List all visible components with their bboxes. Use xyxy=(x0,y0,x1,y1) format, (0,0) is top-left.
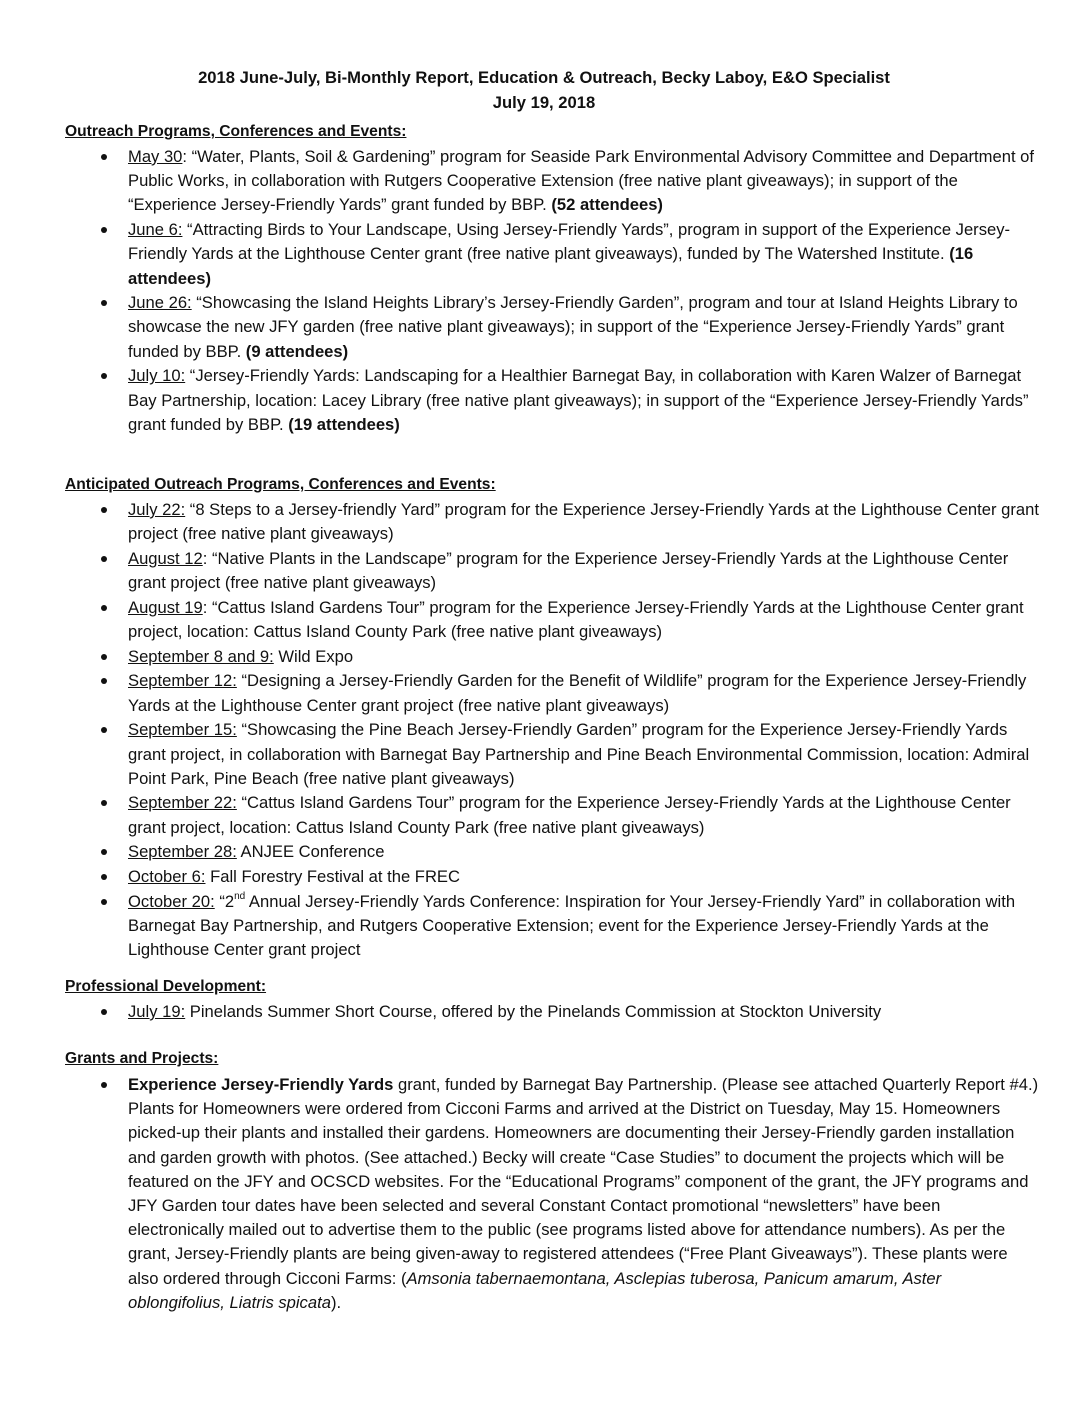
list-item xyxy=(65,791,1040,839)
item-date: September 22: xyxy=(128,793,237,813)
item-text: ANJEE Conference xyxy=(236,842,385,862)
bullet-icon xyxy=(101,227,107,233)
item-text: “Designing a Jersey-Friendly Garden for the Benefit of Wildlife” program for the Experience Jersey-Friendly Yards at the Lighthouse Center grant project (free native plant giveaways) xyxy=(128,671,1027,715)
anticipated-list xyxy=(65,498,1040,963)
bullet-icon xyxy=(101,154,107,160)
plant-species: Amsonia tabernaemontana, Asclepias tuberosa, Panicum amarum, Aster oblongifolius, Liatris spicata xyxy=(128,1268,942,1312)
list-item xyxy=(65,645,1040,669)
item-date: August 19 xyxy=(128,597,203,617)
bullet-icon xyxy=(101,678,107,684)
item-date: May 30 xyxy=(128,147,183,166)
bullet-icon xyxy=(101,605,107,611)
item-date: September 15: xyxy=(128,720,237,740)
item-date: October 6: xyxy=(128,867,206,887)
item-date-suffix: : xyxy=(202,548,208,568)
list-item xyxy=(65,364,1040,437)
list-item xyxy=(65,145,1040,218)
item-attendance: (19 attendees) xyxy=(288,414,400,434)
list-item xyxy=(65,596,1040,644)
report-date: July 19, 2018 xyxy=(492,93,596,112)
item-date: June 26: xyxy=(128,293,192,313)
item-date-suffix: : xyxy=(182,147,188,166)
list-item xyxy=(65,840,1040,864)
item-text: “Water, Plants, Soil & Gardening” program for Seaside Park Environmental Advisory Committee and Department of Public Works, in collaboration with Rutgers Cooperative Extension (free native plant giveaways); in support of the “Experience Jersey-Friendly Yards” grant funded by BBP. xyxy=(128,147,1035,215)
item-date: September 28: xyxy=(128,842,237,862)
bullet-icon xyxy=(101,507,107,513)
list-item xyxy=(65,291,1040,364)
item-date: October 20: xyxy=(128,891,215,911)
professional-list xyxy=(65,1000,1040,1025)
item-text: Fall Forestry Festival at the FREC xyxy=(205,867,460,887)
bullet-icon xyxy=(101,300,107,306)
list-item xyxy=(65,865,1040,889)
list-item xyxy=(65,547,1040,595)
item-attendance: (9 attendees) xyxy=(245,341,349,361)
item-text: “Showcasing the Pine Beach Jersey-Friendly Garden” program for the Experience Jersey-Friendly Yards grant project, in collaboration with Barnegat Bay Partnership and Pine Beach Environmental Commission, location: Admiral Point Park, Pine Beach (free native plant giveaways) xyxy=(128,720,1030,788)
outreach-heading: Outreach Programs, Conferences and Events: xyxy=(65,123,407,140)
item-date: September 8 and 9: xyxy=(128,646,274,666)
anticipated-heading: Anticipated Outreach Programs, Conferences and Events: xyxy=(65,476,496,493)
item-text: Pinelands Summer Short Course, offered by the Pinelands Commission at Stockton University xyxy=(185,1002,882,1021)
item-text: “Jersey-Friendly Yards: Landscaping for a Healthier Barnegat Bay, in collaboration with Karen Walzer of Barnegat Bay Partnership, location: Lacey Library (free native plant giveaways); in support of the “Experience Jersey-Friendly Yards” grant funded by BBP. xyxy=(128,366,1029,434)
grant-name: Experience Jersey-Friendly Yards xyxy=(128,1075,394,1094)
item-text: Annual Jersey-Friendly Yards Conference: Inspiration for Your Jersey-Friendly Yard” in collaboration with Barnegat Bay Partnership, and Rutgers Cooperative Extension; event for the Experience Jersey-Friendly Yards at the Lighthouse Center grant project xyxy=(128,891,1016,960)
bullet-icon xyxy=(101,1082,107,1088)
bullet-icon xyxy=(101,800,107,806)
list-item xyxy=(65,669,1040,717)
item-attendance: (52 attendees) xyxy=(551,195,663,215)
bullet-icon xyxy=(101,556,107,562)
item-text: “8 Steps to a Jersey-friendly Yard” program for the Experience Jersey-Friendly Yards at the Lighthouse Center grant project (free native plant giveaways) xyxy=(128,500,1039,544)
grant-text-end: ). xyxy=(330,1292,342,1312)
list-item xyxy=(65,218,1040,291)
bullet-icon xyxy=(101,727,107,733)
item-text: “Showcasing the Island Heights Library’s Jersey-Friendly Garden”, program and tour at Island Heights Library to showcase the new JFY garden (free native plant giveaways); in support of the “Experience Jersey-Friendly Yards” grant funded by BBP. xyxy=(128,293,1018,361)
item-text: Wild Expo xyxy=(273,646,354,666)
item-date-suffix: : xyxy=(202,597,208,617)
item-text: “Cattus Island Gardens Tour” program for the Experience Jersey-Friendly Yards at the Lighthouse Center grant project, location: Cattus Island County Park (free native plant giveaways) xyxy=(128,597,1024,642)
item-date: September 12: xyxy=(128,671,237,691)
bullet-icon xyxy=(101,373,107,379)
item-date: July 10: xyxy=(128,366,186,386)
grants-heading: Grants and Projects: xyxy=(65,1050,219,1067)
list-item xyxy=(65,1073,1040,1315)
bullet-icon xyxy=(101,1009,107,1015)
item-text: “Native Plants in the Landscape” program for the Experience Jersey-Friendly Yards at the Lighthouse Center grant project (free native plant giveaways) xyxy=(128,548,1009,593)
grant-text: grant, funded by Barnegat Bay Partnership. (Please see attached Quarterly Report #4.) Plants for Homeowners were ordered from Cicconi Farms and arrived at the District on Tuesday, May 15. Homeowners picked-up their plants and installed their gardens. Homeowners are documenting their Jersey-Friendly garden installation and garden growth with photos. (See attached.) Becky will create “Case Studies” to document the projects which will be featured on the JFY and OCSCD websites. For the “Educational Programs” component of the grant, the JFY programs and JFY Garden tour dates have been selected and several Constant Contact promotional “newsletters” have been electronically mailed out to advertise them to the public (see programs listed above for attendance numbers). As per the grant, Jersey-Friendly plants are being given-away to registered attendees (“Free Plant Giveaways”). These plants were also ordered through Cicconi Farms: ( xyxy=(128,1075,1039,1288)
report-title: 2018 June-July, Bi-Monthly Report, Education & Outreach, Becky Laboy, E&O Specialist xyxy=(198,68,890,87)
bullet-icon xyxy=(101,654,107,660)
bullet-icon xyxy=(101,849,107,855)
list-item xyxy=(65,498,1040,546)
list-item xyxy=(65,890,1040,963)
list-item xyxy=(65,718,1040,791)
professional-heading: Professional Development: xyxy=(65,978,267,995)
list-item xyxy=(65,1000,1040,1024)
item-date: August 12 xyxy=(128,548,203,568)
bullet-icon xyxy=(101,874,107,880)
item-date: June 6: xyxy=(128,220,183,240)
item-text-pre: “2 xyxy=(214,891,235,911)
item-date: July 19: xyxy=(128,1002,186,1021)
outreach-list xyxy=(65,145,1040,437)
grants-list xyxy=(65,1073,1040,1316)
item-attendance: (16 attendees) xyxy=(128,244,974,288)
bullet-icon xyxy=(101,899,107,905)
item-text: “Attracting Birds to Your Landscape, Using Jersey-Friendly Yards”, program in support of the Experience Jersey-Friendly Yards at the Lighthouse Center grant (free native plant giveaways), funded by The Watershed Institute. xyxy=(128,220,1011,264)
item-date: July 22: xyxy=(128,500,186,519)
item-text: “Cattus Island Gardens Tour” program for the Experience Jersey-Friendly Yards at the Lighthouse Center grant project, location: Cattus Island County Park (free native plant giveaways) xyxy=(128,793,1011,837)
ordinal-suffix: nd xyxy=(234,891,246,903)
